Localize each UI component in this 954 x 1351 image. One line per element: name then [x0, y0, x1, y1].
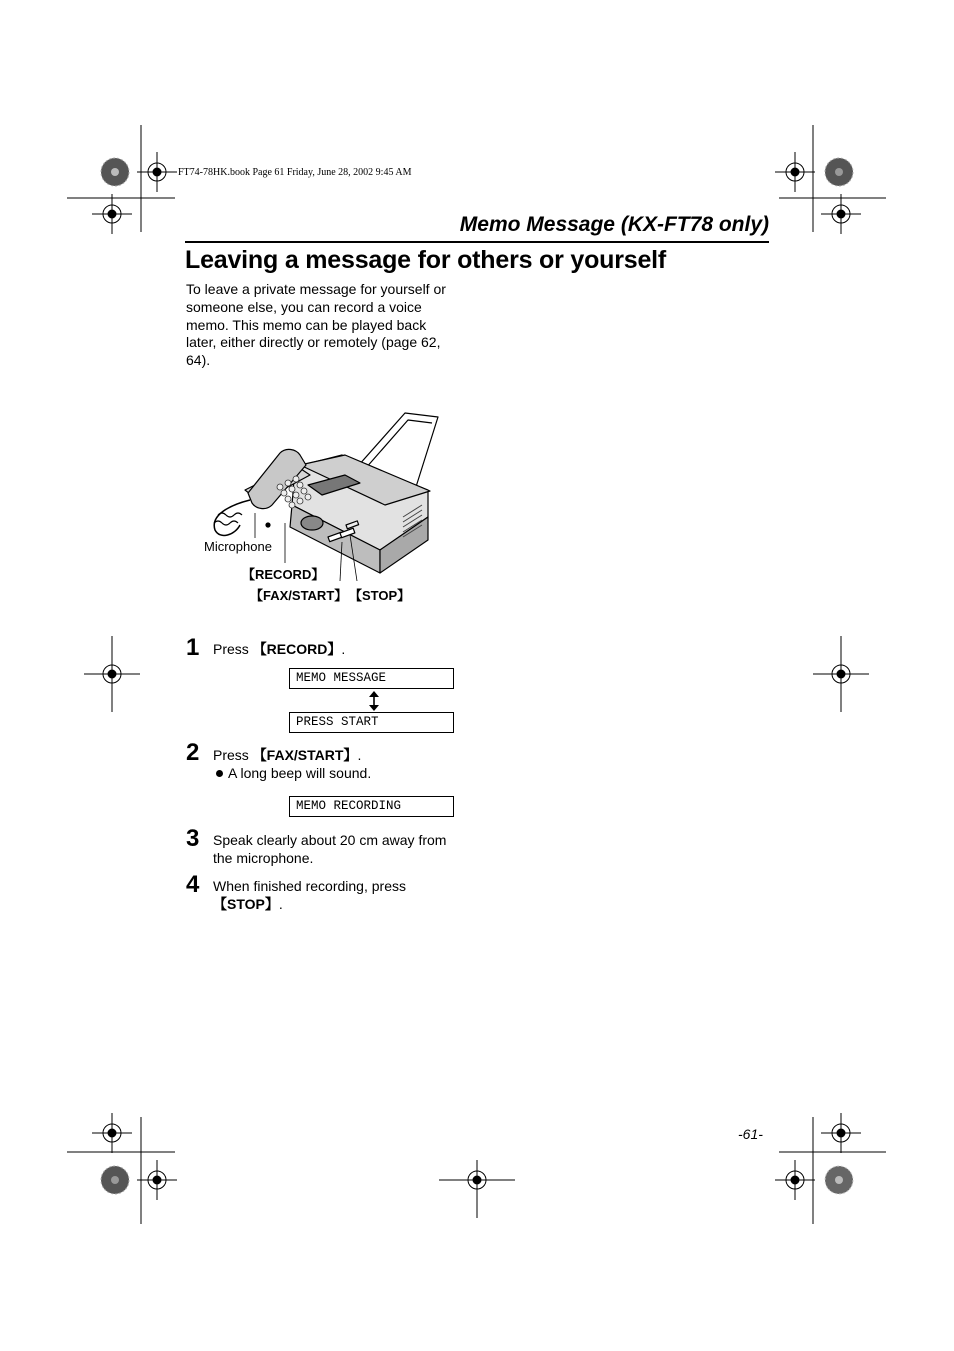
- step-3-text: [213, 832, 473, 867]
- intro-line: later, either directly or remotely (page 62,: [186, 334, 441, 351]
- lcd-display-press-start: PRESS START: [289, 712, 454, 733]
- intro-line: To leave a private message for yourself or: [186, 281, 446, 297]
- intro-line: someone else, you can record a voice: [186, 298, 422, 315]
- bullet-icon: [216, 770, 223, 777]
- alternating-arrow-icon: [366, 690, 382, 712]
- microphone-label: Microphone: [204, 539, 272, 554]
- step-3-line: the microphone.: [213, 849, 314, 866]
- record-key: 【RECORD】: [252, 641, 342, 657]
- step-4-line: When finished recording, press: [213, 878, 406, 894]
- step-2-text: [213, 747, 361, 765]
- step-2-bullet: [216, 765, 371, 783]
- lcd-display-memo-recording: MEMO RECORDING: [289, 796, 454, 817]
- step-number: 4: [186, 871, 200, 898]
- step-text-suffix: .: [341, 641, 346, 657]
- fax-machine-illustration: [200, 405, 440, 585]
- step-4-text: [213, 878, 473, 913]
- step-text-prefix: Press: [213, 641, 253, 657]
- intro-line: 64).: [186, 352, 211, 369]
- bullet-text: A long beep will sound.: [228, 765, 372, 781]
- step-number: 1: [186, 634, 200, 661]
- page-number: -61-: [738, 1126, 763, 1142]
- header-rule: [185, 241, 769, 243]
- page-title: Leaving a message for others or yourself: [185, 246, 667, 274]
- stop-key-label: 【STOP】: [349, 588, 411, 603]
- fax-start-key: 【FAX/START】: [252, 747, 358, 763]
- record-key-label: 【RECORD】: [242, 567, 325, 582]
- step-text-suffix: .: [278, 895, 283, 912]
- fax-start-key-label: 【FAX/START】: [250, 588, 348, 603]
- step-number: 2: [186, 739, 200, 766]
- section-title: Memo Message (KX-FT78 only): [459, 213, 769, 236]
- step-text-suffix: .: [357, 747, 362, 763]
- lcd-display-memo-message: MEMO MESSAGE: [289, 668, 454, 689]
- stop-key: 【STOP】: [213, 895, 279, 912]
- step-3-line: Speak clearly about 20 cm away from: [213, 832, 447, 848]
- step-number: 3: [186, 825, 200, 852]
- step-1-text: [213, 641, 345, 659]
- intro-paragraph: [186, 281, 476, 370]
- step-text-prefix: Press: [213, 747, 253, 763]
- book-info: FT74-78HK.book Page 61 Friday, June 28, 2002 9:45 AM: [178, 167, 412, 178]
- intro-line: memo. This memo can be played back: [186, 316, 427, 333]
